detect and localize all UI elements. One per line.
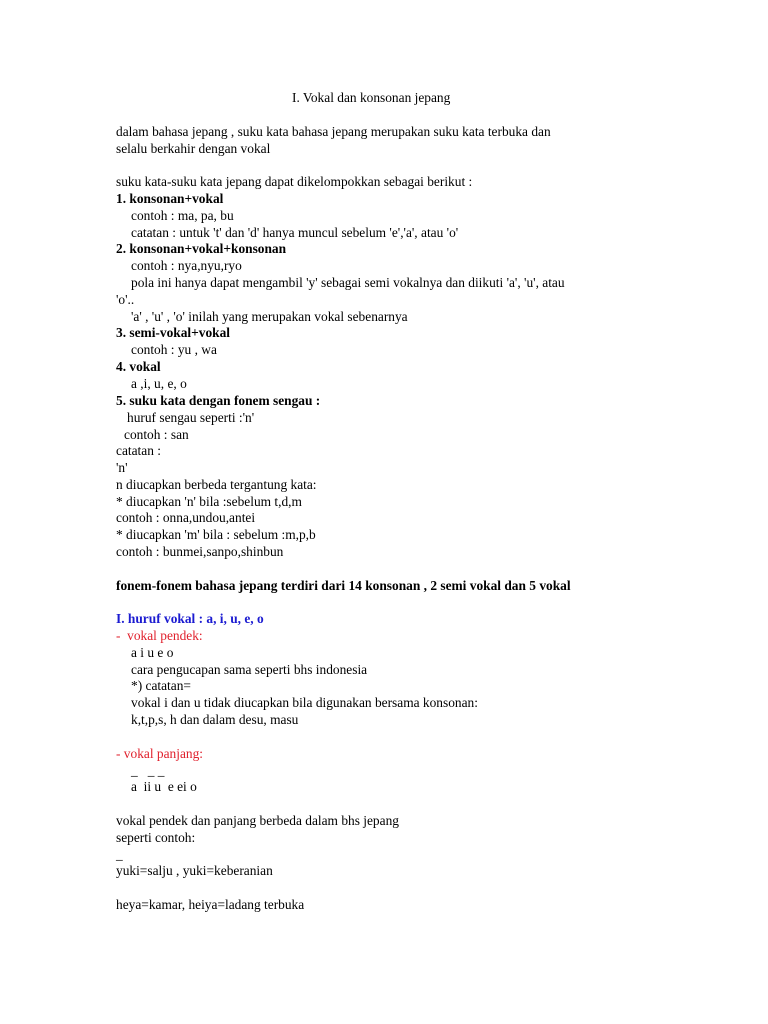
group5-line2: contoh : san	[124, 427, 189, 442]
short-vowel-line1: a i u e o	[131, 645, 174, 660]
group1-note: catatan : untuk 't' dan 'd' hanya muncul sebelum 'e','a', atau 'o'	[131, 225, 459, 240]
compare-example1: yuki=salju , yuki=keberanian	[116, 863, 273, 878]
long-vowel-label: - vokal panjang:	[116, 746, 204, 761]
compare-line2: seperti contoh:	[116, 830, 196, 845]
group5-line6: * diucapkan 'n' bila :sebelum t,d,m	[116, 494, 302, 509]
long-vowel-line: a ii u e ei o	[131, 779, 197, 794]
compare-mark: _	[116, 847, 123, 862]
groups-intro: suku kata-suku kata jepang dapat dikelompokkan sebagai berikut :	[116, 174, 473, 189]
group3-heading: 3. semi-vokal+vokal	[116, 325, 231, 340]
group4-heading: 4. vokal	[116, 359, 161, 374]
group2-note-line2: 'o'..	[116, 292, 135, 307]
group4-example: a ,i, u, e, o	[131, 376, 187, 391]
group5-heading: 5. suku kata dengan fonem sengau :	[116, 393, 321, 408]
phoneme-summary: fonem-fonem bahasa jepang terdiri dari 14 konsonan , 2 semi vokal dan 5 vokal	[116, 578, 571, 593]
short-vowel-label: - vokal pendek:	[116, 628, 203, 643]
short-vowel-line3: *) catatan=	[131, 678, 191, 693]
short-vowel-line2: cara pengucapan sama seperti bhs indonesia	[131, 662, 368, 677]
vowels-heading: I. huruf vokal : a, i, u, e, o	[116, 611, 264, 626]
group2-note-line1: pola ini hanya dapat mengambil 'y' sebagai semi vokalnya dan diikuti 'a', 'u', atau	[131, 275, 565, 290]
group2-example: contoh : nya,nyu,ryo	[131, 258, 242, 273]
group5-line7: contoh : onna,undou,antei	[116, 510, 256, 525]
intro-line-1: dalam bahasa jepang , suku kata bahasa jepang merupakan suku kata terbuka dan	[116, 124, 551, 139]
group2-heading: 2. konsonan+vokal+konsonan	[116, 241, 287, 256]
document-title: I. Vokal dan konsonan jepang	[292, 90, 451, 105]
long-vowel-marks: _ _ _	[131, 763, 165, 778]
group5-line9: contoh : bunmei,sanpo,shinbun	[116, 544, 284, 559]
group3-example: contoh : yu , wa	[131, 342, 217, 357]
compare-line1: vokal pendek dan panjang berbeda dalam bhs jepang	[116, 813, 399, 828]
intro-line-2: selalu berkahir dengan vokal	[116, 141, 271, 156]
group5-line4: 'n'	[116, 460, 128, 475]
group1-heading: 1. konsonan+vokal	[116, 191, 224, 206]
group5-line5: n diucapkan berbeda tergantung kata:	[116, 477, 317, 492]
group5-line8: * diucapkan 'm' bila : sebelum :m,p,b	[116, 527, 316, 542]
short-vowel-line4: vokal i dan u tidak diucapkan bila digunakan bersama konsonan:	[131, 695, 478, 710]
group2-note-line3: 'a' , 'u' , 'o' inilah yang merupakan vokal sebenarnya	[131, 309, 408, 324]
group1-example: contoh : ma, pa, bu	[131, 208, 234, 223]
short-vowel-line5: k,t,p,s, h dan dalam desu, masu	[131, 712, 299, 727]
group5-line1: huruf sengau seperti :'n'	[127, 410, 255, 425]
group5-line3: catatan :	[116, 443, 161, 458]
compare-example2: heya=kamar, heiya=ladang terbuka	[116, 897, 305, 912]
